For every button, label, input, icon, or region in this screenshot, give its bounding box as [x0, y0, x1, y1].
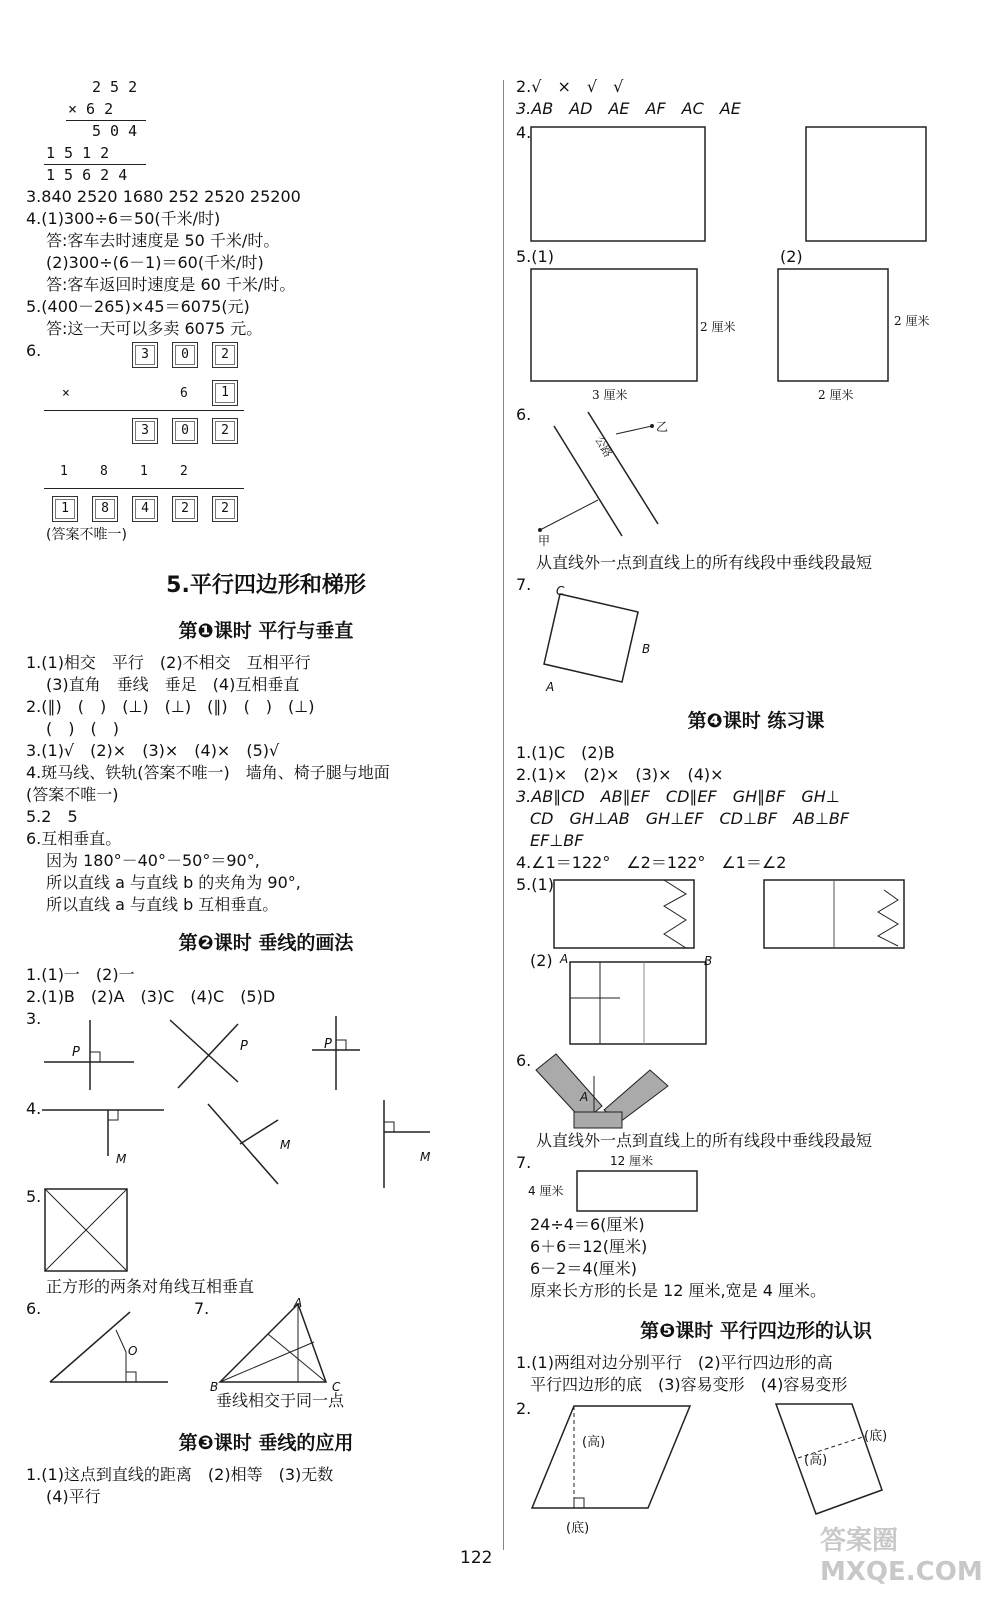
l4-6-caption: 从直线外一点到直线上的所有线段中垂线段最短 — [536, 1131, 873, 1150]
l4-7a: 24÷4＝6(厘米) — [530, 1215, 645, 1234]
digit-box: 2 — [212, 496, 238, 522]
r-q5a: 5.(1) — [516, 247, 554, 266]
label-jia: 甲 — [538, 534, 551, 548]
digit-box: 1 — [52, 496, 78, 522]
label-yi: 乙 — [656, 420, 669, 434]
l4-7b: 6＋6＝12(厘米) — [530, 1237, 648, 1256]
digit-box: 1 — [212, 380, 238, 406]
label-b: B — [642, 642, 651, 656]
l2-2: 2.(1)B (2)A (3)C (4)C (5)D — [26, 987, 276, 1006]
r-q3: 3.AB AD AE AF AC AE — [516, 99, 741, 118]
digit-box: 2 — [172, 496, 198, 522]
l4-3c: EF⊥BF — [530, 831, 584, 850]
r-q2: 2.√ × √ √ — [516, 77, 624, 96]
label-m: M — [280, 1138, 291, 1152]
r-q6-caption: 从直线外一点到直线上的所有线段中垂线段最短 — [536, 553, 873, 572]
square-diagonals — [44, 1188, 134, 1278]
r-q5b: (2) — [780, 247, 803, 266]
l4-4: 4.∠1＝122° ∠2＝122° ∠1＝∠2 — [516, 853, 787, 872]
q4a: 4.(1)300÷6＝50(千米/时) — [26, 209, 221, 228]
l1-6c: 所以直线 a 与直线 b 的夹角为 90°, — [46, 873, 301, 892]
q5-rectangles — [530, 268, 950, 384]
mult-row3: 5 0 4 — [92, 122, 138, 140]
section-title: 5.平行四边形和梯形 — [166, 573, 366, 598]
label-c: C — [556, 584, 565, 598]
l3-1b: (4)平行 — [46, 1487, 101, 1506]
lesson-title: 第❹课时 练习课 — [687, 710, 825, 732]
lesson-title: 第❶课时 平行与垂直 — [178, 620, 354, 642]
label-di: (底) — [566, 1521, 590, 1536]
dim-label: 4 厘米 — [528, 1184, 564, 1198]
q6: 6. — [26, 341, 42, 360]
digit: 1 — [60, 464, 68, 479]
q4-shapes — [530, 126, 950, 248]
l4-3b: CD GH⊥AB GH⊥EF CD⊥BF AB⊥BF — [530, 809, 850, 828]
label-gao: (高) — [804, 1453, 828, 1468]
l5-1b: 平行四边形的底 (3)容易变形 (4)容易变形 — [530, 1375, 848, 1394]
mult-row1: 2 5 2 — [92, 78, 138, 96]
digit: 2 — [180, 464, 188, 479]
l3-1a: 1.(1)这点到直线的距离 (2)相等 (3)无数 — [26, 1465, 334, 1484]
perpendicular-figures — [42, 1012, 502, 1092]
l1-6d: 所以直线 a 与直线 b 互相垂直。 — [46, 895, 279, 914]
label-p: P — [72, 1045, 80, 1060]
l1-6b: 因为 180°－40°－50°＝90°, — [46, 851, 260, 870]
l1-2a: 2.(∥) ( ) (⊥) (⊥) (∥) ( ) (⊥) — [26, 697, 315, 716]
watermark-logo: 答案圈 MXQE.COM — [820, 1526, 983, 1587]
l4-6: 6. — [516, 1051, 532, 1070]
v-shape-figure — [536, 1046, 676, 1130]
label-m: M — [420, 1150, 431, 1164]
label-b: B — [210, 1380, 219, 1394]
label-b: B — [704, 954, 713, 968]
digit-box: 3 — [132, 418, 158, 444]
l1-3: 3.(1)√ (2)× (3)× (4)× (5)√ — [26, 741, 280, 760]
page-number: 122 — [460, 1548, 493, 1568]
l4-7d: 原来长方形的长是 12 厘米,宽是 4 厘米。 — [530, 1281, 826, 1300]
label-o: O — [128, 1344, 138, 1358]
dim-label: 2 厘米 — [700, 320, 736, 334]
road-label: 公路 — [592, 433, 615, 460]
l4-3a: 3.AB∥CD AB∥EF CD∥EF GH∥BF GH⊥ — [516, 787, 840, 806]
l2-5-caption: 正方形的两条对角线互相垂直 — [46, 1277, 255, 1296]
label-a: A — [546, 680, 555, 694]
l4-2: 2.(1)× (2)× (3)× (4)× — [516, 765, 724, 784]
mult-row2: × 6 2 — [68, 100, 114, 118]
label-di: (底) — [864, 1429, 888, 1444]
digit-box: 2 — [212, 418, 238, 444]
digit-box: 2 — [212, 342, 238, 368]
l5-2: 2. — [516, 1399, 532, 1418]
digit-box: 3 — [132, 342, 158, 368]
l1-1b: (3)直角 垂线 垂足 (4)互相垂直 — [46, 675, 300, 694]
dim-label: 3 厘米 — [592, 388, 628, 402]
l4-1: 1.(1)C (2)B — [516, 743, 615, 762]
label-a: A — [580, 1090, 589, 1104]
label-a: A — [560, 952, 569, 966]
rule — [44, 488, 244, 489]
mult-row4: 1 5 1 2 — [46, 144, 110, 162]
l1-4b: (答案不唯一) — [26, 785, 119, 804]
dim-label: 2 厘米 — [894, 314, 930, 328]
q5a: 5.(400－265)×45＝6075(元) — [26, 297, 250, 316]
r-q7: 7. — [516, 575, 532, 594]
perpendicular-figures — [42, 1100, 502, 1190]
q4b: 答:客车去时速度是 50 千米/时。 — [46, 231, 280, 250]
l1-4a: 4.斑马线、铁轨(答案不唯一) 墙角、椅子腿与地面 — [26, 763, 390, 782]
label-gao: (高) — [582, 1435, 606, 1450]
digit-box: 4 — [132, 496, 158, 522]
lesson-title: 第❸课时 垂线的应用 — [178, 1432, 354, 1454]
l4-5: 5.(1) — [516, 875, 554, 894]
perpendicular-figures — [46, 1300, 506, 1390]
rectangle-abcd — [560, 956, 720, 1048]
l2-7: 7. — [194, 1299, 210, 1318]
folded-paper — [546, 876, 926, 952]
label-m: M — [116, 1152, 127, 1166]
digit-box: 0 — [172, 342, 198, 368]
mult-row5: 1 5 6 2 4 — [46, 166, 128, 184]
q5b: 答:这一天可以多卖 6075 元。 — [46, 319, 263, 338]
label-p: P — [324, 1037, 332, 1052]
l4-7: 7. — [516, 1153, 532, 1172]
q4c: (2)300÷(6－1)＝60(千米/时) — [46, 253, 264, 272]
l1-6a: 6.互相垂直。 — [26, 829, 122, 848]
q6-note: (答案不唯一) — [46, 527, 127, 543]
l4-7c: 6－2＝4(厘米) — [530, 1259, 638, 1278]
digit: 1 — [140, 464, 148, 479]
dim-label: 2 厘米 — [818, 388, 854, 402]
l2-4: 4. — [26, 1099, 42, 1118]
tilted-rectangle — [534, 584, 674, 694]
lesson-title: 第❷课时 垂线的画法 — [178, 932, 354, 954]
q4d: 答:客车返回时速度是 60 千米/时。 — [46, 275, 296, 294]
times-sign: × — [62, 386, 70, 401]
label-p: P — [240, 1039, 248, 1054]
q3: 3.840 2520 1680 252 2520 25200 — [26, 187, 301, 206]
l2-7-caption: 垂线相交于同一点 — [216, 1391, 345, 1410]
l2-6: 6. — [26, 1299, 42, 1318]
l5-1a: 1.(1)两组对边分别平行 (2)平行四边形的高 — [516, 1353, 833, 1372]
digit-box: 0 — [172, 418, 198, 444]
rule — [44, 410, 244, 411]
l1-1a: 1.(1)相交 平行 (2)不相交 互相平行 — [26, 653, 311, 672]
l2-3: 3. — [26, 1009, 42, 1028]
r-q6: 6. — [516, 405, 532, 424]
label-c: C — [332, 1380, 341, 1394]
parallelograms — [530, 1400, 930, 1518]
l2-5: 5. — [26, 1187, 42, 1206]
dim-label: 12 厘米 — [610, 1154, 654, 1168]
l1-2b: ( ) ( ) — [46, 719, 119, 738]
lesson-title: 第❺课时 平行四边形的认识 — [640, 1320, 872, 1342]
rectangle-12x4 — [576, 1170, 700, 1214]
digit-box: 8 — [92, 496, 118, 522]
r-q4: 4. — [516, 123, 532, 142]
l4-5b: (2) — [530, 951, 553, 970]
digit: 8 — [100, 464, 108, 479]
label-a: A — [294, 1296, 303, 1310]
l1-5: 5.2 5 — [26, 807, 78, 826]
l2-1: 1.(1)一 (2)一 — [26, 965, 135, 984]
digit: 6 — [180, 386, 188, 401]
